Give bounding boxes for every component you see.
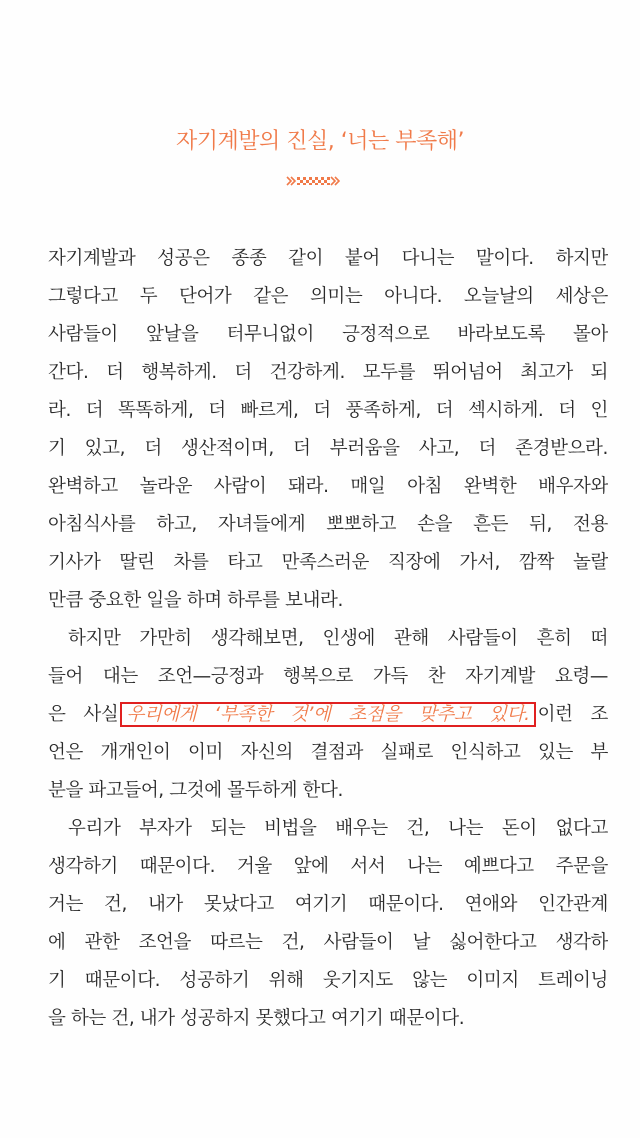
text-line: 사람들이 앞날을 터무니없이 긍정적으로 바라보도록 몰아 <box>48 324 608 345</box>
text-line: 간다. 더 행복하게. 더 건강하게. 모두를 뛰어넘어 최고가 되 <box>48 362 608 383</box>
text-line: 분을 파고들어, 그것에 몰두하게 한다. <box>48 780 343 801</box>
text-line: 기사가 딸린 차를 타고 만족스러운 직장에 가서, 깜짝 놀랄 <box>48 552 608 573</box>
text-line: 그렇다고 두 단어가 같은 의미는 아니다. 오늘날의 세상은 <box>48 286 608 307</box>
text-line: 거는 건, 내가 못났다고 여기기 때문이다. 연애와 인간관계 <box>48 894 608 915</box>
paragraph-2 <box>48 620 608 810</box>
text-line: 언은 개개인이 이미 자신의 결점과 실패로 인식하고 있는 부 <box>48 742 608 763</box>
body-text <box>48 240 608 1038</box>
text-line: 하지만 가만히 생각해보면, 인생에 관해 사람들이 흔히 떠 <box>68 628 608 649</box>
text-line: 완벽하고 놀라운 사람이 돼라. 매일 아침 완벽한 배우자와 <box>48 476 608 497</box>
text-line: 우리가 부자가 되는 비법을 배우는 건, 나는 돈이 없다고 <box>68 818 608 839</box>
text-line: 생각하기 때문이다. 거울 앞에 서서 나는 예쁘다고 주문을 <box>48 856 608 877</box>
text-line: 기 때문이다. 성공하기 위해 웃기지도 않는 이미지 트레이닝 <box>48 970 608 991</box>
paragraph-1 <box>48 240 608 620</box>
text-line: 기 있고, 더 생산적이며, 더 부러움을 사고, 더 존경받으라. <box>48 438 608 459</box>
text-line: 들어 대는 조언—긍정과 행복으로 가득 찬 자기계발 요령— <box>48 666 608 687</box>
chapter-title: 자기계발의 진실, ‘너는 부족해’ <box>176 129 464 154</box>
text-line: 에 관한 조언을 따르는 건, 사람들이 날 싫어한다고 생각하 <box>48 932 608 953</box>
highlighted-phrase: 우리에게 ‘부족한 것’에 초점을 맞추고 있다. <box>120 702 535 727</box>
text-line: 을 하는 건, 내가 성공하지 못했다고 여기기 때문이다. <box>48 1008 465 1029</box>
ornament-divider-icon <box>286 175 340 187</box>
text-line: 만큼 중요한 일을 하며 하루를 보내라. <box>48 590 343 611</box>
highlight-line <box>48 696 608 734</box>
text-line: 라. 더 똑똑하게, 더 빠르게, 더 풍족하게, 더 섹시하게. 더 인 <box>48 400 608 421</box>
text-line: 아침식사를 하고, 자녀들에게 뽀뽀하고 손을 흔든 뒤, 전용 <box>48 514 608 535</box>
text-line: 자기계발과 성공은 종종 같이 붙어 다니는 말이다. 하지만 <box>48 248 608 269</box>
text-fragment: 이런 조 <box>537 704 608 725</box>
text-fragment: 은 사실 <box>48 704 119 725</box>
paragraph-3 <box>48 810 608 1038</box>
